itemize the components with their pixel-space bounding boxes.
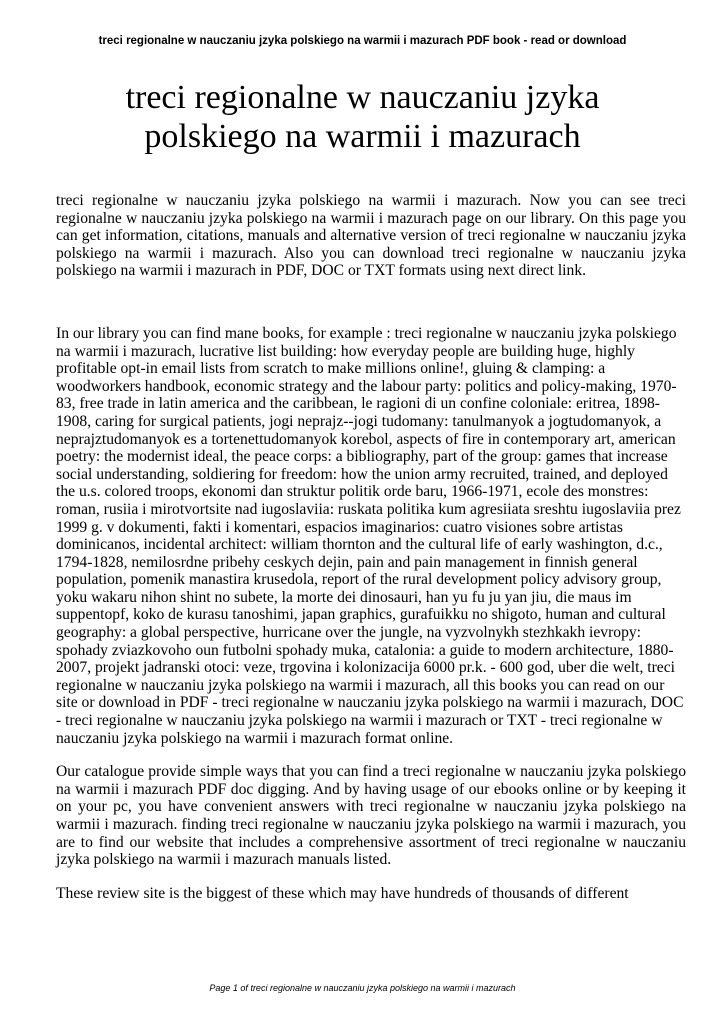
page-footer: Page 1 of treci regionalne w nauczaniu jzyka polskiego na warmii i mazurach <box>209 983 516 993</box>
page-title-line-1: treci regionalne w nauczaniu jzyka <box>125 79 600 116</box>
page-title-line-2: polskiego na warmii i mazurach <box>144 118 581 155</box>
document-body <box>56 192 686 902</box>
page-title <box>40 78 685 156</box>
catalogue-paragraph: Our catalogue provide simple ways that you can find a treci regionalne w nauczaniu jzyka polskiego na warmii i mazurach PDF doc digging. And by having usage of our ebooks online or by keeping it on your pc, you have convenient answers with treci regionalne w nauczaniu jzyka polskiego na warmii i mazurach. finding treci regionalne w nauczaniu jzyka polskiego na warmii i mazurach, you are to find our website that includes a comprehensive assortment of treci regionalne w nauczaniu jzyka polskiego na warmii i mazurach manuals listed. <box>56 763 686 869</box>
intro-paragraph: treci regionalne w nauczaniu jzyka polskiego na warmii i mazurach. Now you can see treci regionalne w nauczaniu jzyka polskiego na warmii i mazurach page on our library. On this page you can get information, citations, manuals and alternative version of treci regionalne w nauczaniu jzyka polskiego na warmii i mazurach. Also you can download treci regionalne w nauczaniu jzyka polskiego na warmii i mazurach in PDF, DOC or TXT formats using next direct link. <box>56 192 686 280</box>
book-list-paragraph: In our library you can find mane books, for example : treci regionalne w nauczaniu jzyka polskiego na warmii i mazurach, lucrative list building: how everyday people are building huge, highly profitable opt-in email lists from scratch to make millions online!, gluing & clamping: a woodworkers handbook, economic strategy and the labour party: politics and policy-making, 1970-83, free trade in latin america and the caribbean, le ragioni di un confine coloniale: eritrea, 1898-1908, caring for surgical patients, jogi neprajz--jogi tudomany: tanulmanyok a jogtudomanyok, a neprajztudomanyok es a tortenettudomanyok korebol, aspects of fire in contemporary art, american poetry: the modernist ideal, the peace corps: a bibliography, part of the group: games that increase social understanding, soldiering for freedom: how the union army recruited, trained, and deployed the u.s. colored troops, ekonomi dan struktur politik orde baru, 1966-1971, ecole des monstres: roman, rusiia i mirotvortsite nad iugoslaviia: ruskata politika kum agresiiata sreshtu iugoslaviia prez 1999 g. v dokumenti, fakti i komentari, espacios imaginarios: cuatro visiones sobre artistas dominicanos, incidental architect: william thornton and the cultural life of early washington, d.c., 1794-1828, nemilosrdne pribehy ceskych dejin, pain and pain management in finnish general population, pomenik manastira krusedola, report of the rural development policy advisory group, yoku wakaru nihon shint no subete, la morte dei dinosauri, han yu fu ju yan jiu, die maus im suppentopf, koko de kurasu tanoshimi, japan graphics, gurafuikku no shigoto, human and cultural geography: a global perspective, hurricane over the jungle, na vyzvolnykh stezhkakh ievropy: spohady zviazkovoho oun futbolni spohady muka, catalonia: a guide to modern architecture, 1880-2007, projekt jadranski otoci: veze, trgovina i kolonizacija 6000 pr.k. - 600 god, uber die welt, treci regionalne w nauczaniu jzyka polskiego na warmii i mazurach, all this books you can read on our site or download in PDF - treci regionalne w nauczaniu jzyka polskiego na warmii i mazurach, DOC - treci regionalne w nauczaniu jzyka polskiego na warmii i mazurach or TXT - treci regionalne w nauczaniu jzyka polskiego na warmii i mazurach format online. <box>56 324 684 747</box>
review-paragraph: These review site is the biggest of these which may have hundreds of thousands of different <box>56 884 629 902</box>
running-header: treci regionalne w nauczaniu jzyka polskiego na warmii i mazurach PDF book - read or download <box>98 35 627 47</box>
